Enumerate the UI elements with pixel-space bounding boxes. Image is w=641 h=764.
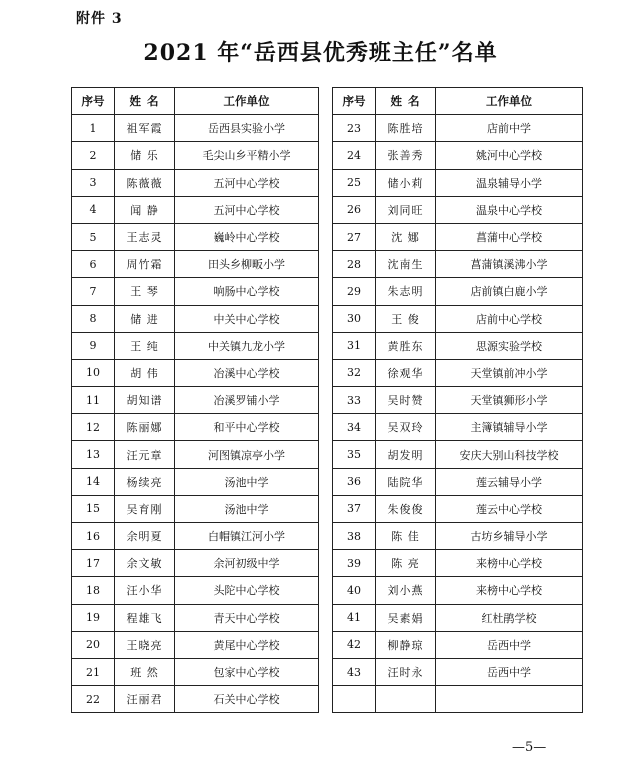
cell-unit: 头陀中心学校: [175, 577, 319, 604]
table-row: [333, 169, 583, 196]
cell-number: 28: [333, 251, 376, 278]
table-row: [333, 332, 583, 359]
table-row: [72, 278, 319, 305]
cell-number: 3: [72, 169, 115, 196]
cell-name: 陈薇薇: [115, 169, 175, 196]
table-row: [72, 332, 319, 359]
cell-unit: 河图镇凉亭小学: [175, 441, 319, 468]
cell-unit: 店前镇白鹿小学: [436, 278, 583, 305]
cell-name: 陈 佳: [376, 523, 436, 550]
cell-number: 7: [72, 278, 115, 305]
table-row: [333, 223, 583, 250]
table-row: [72, 686, 319, 713]
header-number: 序号: [333, 88, 376, 115]
cell-unit: 青天中心学校: [175, 604, 319, 631]
cell-name: 张善秀: [376, 142, 436, 169]
header-name: 姓 名: [115, 88, 175, 115]
cell-number: 2: [72, 142, 115, 169]
header-number: 序号: [72, 88, 115, 115]
cell-name: 胡知谱: [115, 387, 175, 414]
cell-unit: 天堂镇狮形小学: [436, 387, 583, 414]
cell-name: 胡 伟: [115, 359, 175, 386]
table-row: [72, 550, 319, 577]
cell-name: 汪小华: [115, 577, 175, 604]
table-row: [72, 495, 319, 522]
table-header-row: [333, 88, 583, 115]
cell-number: 39: [333, 550, 376, 577]
cell-name: 胡发明: [376, 441, 436, 468]
page-number: —5—: [512, 740, 547, 755]
cell-name: 余明夏: [115, 523, 175, 550]
cell-name: 周竹霜: [115, 251, 175, 278]
cell-number: 11: [72, 387, 115, 414]
cell-unit: 汤池中学: [175, 495, 319, 522]
cell-unit: 包家中心学校: [175, 658, 319, 685]
cell-name: 王 琴: [115, 278, 175, 305]
cell-unit: 来榜中心学校: [436, 577, 583, 604]
cell-unit: 冶溪罗铺小学: [175, 387, 319, 414]
cell-number: 5: [72, 223, 115, 250]
cell-name: 汪元章: [115, 441, 175, 468]
cell-unit: 田头乡柳畈小学: [175, 251, 319, 278]
table-row: [333, 414, 583, 441]
cell-number: 29: [333, 278, 376, 305]
cell-name: 王志灵: [115, 223, 175, 250]
table-row: [72, 387, 319, 414]
cell-name: 徐观华: [376, 359, 436, 386]
cell-name: 王 纯: [115, 332, 175, 359]
cell-name: [376, 686, 436, 713]
cell-number: 30: [333, 305, 376, 332]
table-row: [333, 631, 583, 658]
cell-number: 14: [72, 468, 115, 495]
cell-unit: 来榜中心学校: [436, 550, 583, 577]
table-row: [333, 251, 583, 278]
table-body-right: [333, 115, 583, 713]
table-row: [72, 414, 319, 441]
cell-number: 26: [333, 196, 376, 223]
cell-unit: 店前中心学校: [436, 305, 583, 332]
cell-name: 刘同旺: [376, 196, 436, 223]
header-unit: 工作单位: [175, 88, 319, 115]
cell-unit: 红杜鹃学校: [436, 604, 583, 631]
cell-unit: 中关镇九龙小学: [175, 332, 319, 359]
table-row: [333, 550, 583, 577]
table-row: [333, 523, 583, 550]
cell-number: 34: [333, 414, 376, 441]
cell-name: 刘小燕: [376, 577, 436, 604]
cell-name: 闻 静: [115, 196, 175, 223]
cell-number: 23: [333, 115, 376, 142]
cell-unit: 菖蒲镇溪沸小学: [436, 251, 583, 278]
table-row: [72, 359, 319, 386]
cell-number: 21: [72, 658, 115, 685]
table-row: [333, 468, 583, 495]
table-row: [333, 686, 583, 713]
cell-unit: 岳西中学: [436, 658, 583, 685]
cell-name: 祖军霞: [115, 115, 175, 142]
page-title: 2021 年“岳西县优秀班主任”名单: [143, 40, 498, 66]
table-row: [72, 142, 319, 169]
table-body-left: [72, 115, 319, 713]
cell-number: 19: [72, 604, 115, 631]
cell-name: 程雄飞: [115, 604, 175, 631]
cell-unit: 黄尾中心学校: [175, 631, 319, 658]
cell-name: 杨续亮: [115, 468, 175, 495]
cell-unit: 中关中心学校: [175, 305, 319, 332]
cell-name: 汪时永: [376, 658, 436, 685]
cell-number: 17: [72, 550, 115, 577]
cell-unit: 菖蒲中心学校: [436, 223, 583, 250]
cell-unit: 温泉辅导小学: [436, 169, 583, 196]
cell-unit: 姚河中心学校: [436, 142, 583, 169]
cell-name: 吴素娟: [376, 604, 436, 631]
cell-unit: 莲云中心学校: [436, 495, 583, 522]
table-row: [333, 441, 583, 468]
cell-number: 20: [72, 631, 115, 658]
cell-unit: 和平中心学校: [175, 414, 319, 441]
cell-unit: 思源实验学校: [436, 332, 583, 359]
cell-name: 储小莉: [376, 169, 436, 196]
table-row: [72, 577, 319, 604]
cell-number: 43: [333, 658, 376, 685]
cell-number: 22: [72, 686, 115, 713]
cell-name: 吴育刚: [115, 495, 175, 522]
cell-unit: 毛尖山乡平精小学: [175, 142, 319, 169]
table-row: [72, 604, 319, 631]
cell-name: 余文敏: [115, 550, 175, 577]
cell-unit: 天堂镇前冲小学: [436, 359, 583, 386]
table-row: [333, 495, 583, 522]
cell-unit: 五河中心学校: [175, 196, 319, 223]
table-row: [333, 196, 583, 223]
cell-unit: 安庆大别山科技学校: [436, 441, 583, 468]
cell-number: 12: [72, 414, 115, 441]
cell-name: 储 进: [115, 305, 175, 332]
cell-number: [333, 686, 376, 713]
table-row: [72, 305, 319, 332]
table-row: [333, 604, 583, 631]
cell-number: 4: [72, 196, 115, 223]
cell-number: 40: [333, 577, 376, 604]
cell-unit: 五河中心学校: [175, 169, 319, 196]
cell-name: 陈丽娜: [115, 414, 175, 441]
table-row: [72, 441, 319, 468]
table-row: [72, 468, 319, 495]
cell-unit: 岳西县实验小学: [175, 115, 319, 142]
cell-number: 8: [72, 305, 115, 332]
cell-number: 25: [333, 169, 376, 196]
table-header-row: [72, 88, 319, 115]
table-row: [333, 387, 583, 414]
table-row: [333, 278, 583, 305]
header-unit: 工作单位: [436, 88, 583, 115]
cell-name: 柳静琼: [376, 631, 436, 658]
cell-number: 16: [72, 523, 115, 550]
table-row: [72, 631, 319, 658]
cell-number: 6: [72, 251, 115, 278]
cell-number: 36: [333, 468, 376, 495]
roster-table-right: [332, 87, 583, 713]
table-row: [333, 305, 583, 332]
cell-unit: 响肠中心学校: [175, 278, 319, 305]
cell-unit: 汤池中学: [175, 468, 319, 495]
roster-table-left: [71, 87, 319, 713]
cell-number: 38: [333, 523, 376, 550]
table-row: [72, 523, 319, 550]
attachment-label: 附件 3: [76, 11, 123, 27]
header-name: 姓 名: [376, 88, 436, 115]
table-row: [72, 115, 319, 142]
cell-number: 13: [72, 441, 115, 468]
table-row: [72, 251, 319, 278]
cell-name: 吴双玲: [376, 414, 436, 441]
cell-number: 42: [333, 631, 376, 658]
table-row: [333, 359, 583, 386]
cell-number: 9: [72, 332, 115, 359]
cell-number: 35: [333, 441, 376, 468]
cell-name: 吴时赞: [376, 387, 436, 414]
cell-number: 1: [72, 115, 115, 142]
cell-unit: [436, 686, 583, 713]
cell-number: 27: [333, 223, 376, 250]
cell-name: 朱俊俊: [376, 495, 436, 522]
cell-unit: 白帽镇江河小学: [175, 523, 319, 550]
table-row: [72, 169, 319, 196]
cell-name: 班 然: [115, 658, 175, 685]
cell-number: 24: [333, 142, 376, 169]
cell-name: 沈南生: [376, 251, 436, 278]
cell-unit: 温泉中心学校: [436, 196, 583, 223]
cell-unit: 巍岭中心学校: [175, 223, 319, 250]
cell-unit: 冶溪中心学校: [175, 359, 319, 386]
cell-name: 朱志明: [376, 278, 436, 305]
cell-name: 沈 娜: [376, 223, 436, 250]
table-row: [72, 223, 319, 250]
cell-name: 陆院华: [376, 468, 436, 495]
cell-name: 陈胜培: [376, 115, 436, 142]
cell-number: 31: [333, 332, 376, 359]
cell-number: 41: [333, 604, 376, 631]
cell-unit: 余河初级中学: [175, 550, 319, 577]
cell-number: 15: [72, 495, 115, 522]
table-row: [72, 658, 319, 685]
cell-name: 储 乐: [115, 142, 175, 169]
cell-number: 37: [333, 495, 376, 522]
cell-unit: 莲云辅导小学: [436, 468, 583, 495]
cell-unit: 主簿镇辅导小学: [436, 414, 583, 441]
cell-number: 10: [72, 359, 115, 386]
table-row: [333, 142, 583, 169]
cell-unit: 石关中心学校: [175, 686, 319, 713]
cell-number: 33: [333, 387, 376, 414]
table-row: [72, 196, 319, 223]
cell-name: 黄胜东: [376, 332, 436, 359]
cell-unit: 岳西中学: [436, 631, 583, 658]
cell-name: 陈 亮: [376, 550, 436, 577]
cell-name: 王 俊: [376, 305, 436, 332]
table-row: [333, 577, 583, 604]
cell-number: 32: [333, 359, 376, 386]
table-row: [333, 658, 583, 685]
cell-unit: 古坊乡辅导小学: [436, 523, 583, 550]
table-row: [333, 115, 583, 142]
cell-unit: 店前中学: [436, 115, 583, 142]
cell-number: 18: [72, 577, 115, 604]
cell-name: 汪丽君: [115, 686, 175, 713]
cell-name: 王晓亮: [115, 631, 175, 658]
